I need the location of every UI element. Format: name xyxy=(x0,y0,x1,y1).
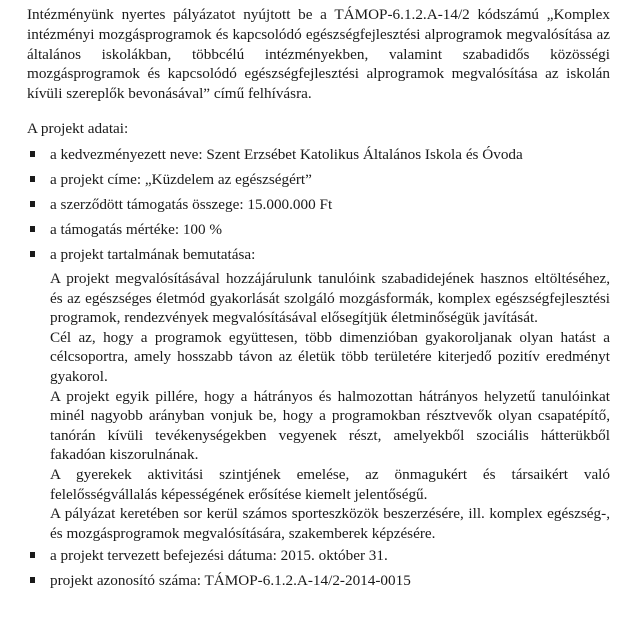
description-paragraph: A projekt megvalósításával hozzájárulunk tanulóink szabadidejének hasznos eltöltéséhez, és az egészséges életmód gyakorlását szolgáló mozgásformák, komplex egészségfejlesztési programok, rendezvények megvalósításával elősegítjük életminőségük javítását. xyxy=(50,270,610,327)
bullet-text: a projekt tervezett befejezési dátuma: 2015. október 31. xyxy=(50,547,388,564)
bullet-marker xyxy=(30,176,35,182)
bullet-text: a támogatás mértéke: 100 % xyxy=(50,221,223,238)
intro-paragraph: Intézményünk nyertes pályázatot nyújtott be a TÁMOP-6.1.2.A-14/2 kódszámú „Komplex intézményi mozgásprogramok és kapcsolódó egészségfejlesztési alprogramok megvalósítása az általános iskolákban, többcélú intézményekben, valamint szabadidős közösségi mozgásprogramok és kapcsolódó egészségfejlesztési alprogramok megvalósítása az iskolán kívüli szereplők bevonásával” című felhívásra. xyxy=(27,6,610,103)
bullet-marker xyxy=(30,552,35,558)
bullet-text: a szerződött támogatás összege: 15.000.000 Ft xyxy=(50,196,333,213)
bullet-text: projekt azonosító száma: TÁMOP-6.1.2.A-14/2-2014-0015 xyxy=(50,572,411,589)
description-paragraph: A pályázat keretében sor kerül számos sporteszközök beszerzésére, ill. komplex egészség-, és mozgásprogramok megvalósítására, szakemberek képzésére. xyxy=(50,505,610,542)
bullet-text: a kedvezményezett neve: Szent Erzsébet Katolikus Általános Iskola és Óvoda xyxy=(50,146,523,163)
bullet-marker xyxy=(30,201,35,207)
description-paragraph: A gyerekek aktivitási szintjének emelése, az önmagukért és társaikért való felelősségvállalás képességének erősítése kiemelt jelentőségű. xyxy=(50,465,610,503)
bullet-marker xyxy=(30,577,35,583)
description-paragraph: Cél az, hogy a programok együttesen, több dimenzióban gyakoroljanak olyan hatást a célcsoportra, amely hosszabb távon az életük több területére kiterjedő pozitív eredményt gyakorol. xyxy=(50,328,610,385)
bullet-marker xyxy=(30,226,35,232)
project-description xyxy=(50,269,610,543)
bullet-marker xyxy=(30,151,35,157)
bullet-text: a projekt címe: „Küzdelem az egészségért” xyxy=(50,171,312,188)
bullet-marker xyxy=(30,251,35,257)
bullet-text: a projekt tartalmának bemutatása: xyxy=(50,246,256,263)
description-paragraph: A projekt egyik pillére, hogy a hátrányos és halmozottan hátrányos helyzetű tanulóinkat minél nagyobb arányban vonjuk be, hogy a programokban résztvevők olyan csapatépítő, tanórán kívüli tevékenységekben vegyenek részt, amelyekből szociális hátterükből fakadóan kiszorulnának. xyxy=(50,387,610,464)
section-heading: A projekt adatai: xyxy=(27,120,129,137)
